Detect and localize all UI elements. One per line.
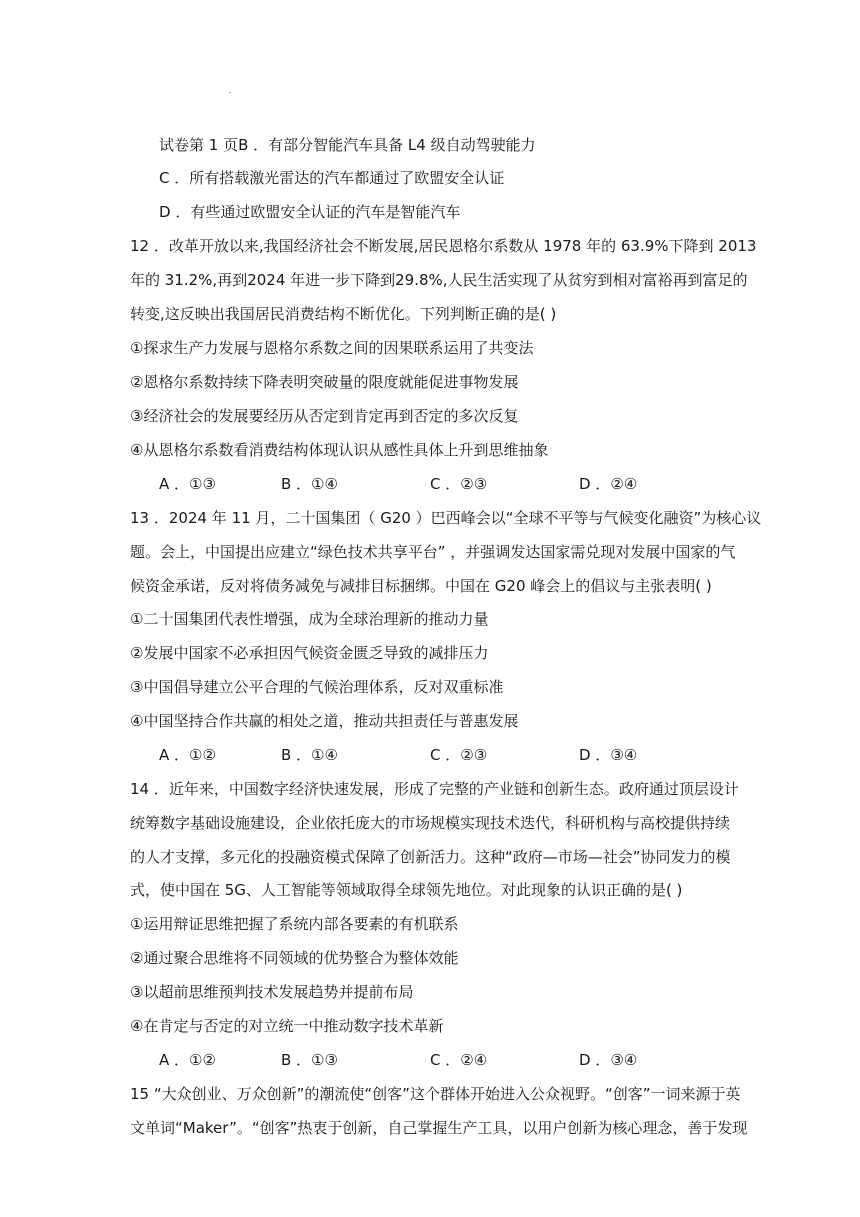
q14-statement: ③以超前思维预判技术发展趋势并提前布局 bbox=[130, 983, 414, 1001]
q12-stem-line: 12 ．改革开放以来,我国经济社会不断发展,居民恩格尔系数从 1978 年的 63.9%下降到 2013 bbox=[130, 237, 757, 255]
q12-option-c: C ．②③ bbox=[430, 475, 488, 493]
q14-option-a: A ．①② bbox=[159, 1051, 216, 1069]
q14-statement: ④在肯定与否定的对立统一中推动数字技术革新 bbox=[130, 1017, 444, 1035]
q14-stem-line: 的人才支撑，多元化的投融资模式保障了创新活力。这种“政府—市场—社会”协同发力的模 bbox=[130, 848, 731, 866]
q13-statement: ③中国倡导建立公平合理的气候治理体系，反对双重标准 bbox=[130, 678, 504, 696]
q12-statement: ②恩格尔系数持续下降表明突破量的限度就能促进事物发展 bbox=[130, 373, 519, 391]
q13-statement: ②发展中国家不必承担因气候资金匮乏导致的减排压力 bbox=[130, 644, 489, 662]
q12-option-b: B ．①④ bbox=[281, 475, 338, 493]
q13-statement: ①二十国集团代表性增强，成为全球治理新的推动力量 bbox=[130, 610, 489, 628]
q13-stem-line: 13 ．2024 年 11 月，二十国集团（ G20 ）巴西峰会以“全球不平等与气候变化融资”为核心议 bbox=[130, 509, 762, 527]
q14-option-c: C ．②④ bbox=[430, 1051, 488, 1069]
q13-option-b: B ．①④ bbox=[281, 746, 338, 764]
q11-option-c: C ．所有搭载激光雷达的汽车都通过了欧盟安全认证 bbox=[159, 169, 505, 187]
q14-statement: ②通过聚合思维将不同领域的优势整合为整体效能 bbox=[130, 949, 459, 967]
header-fragment: 试卷第 1 页B ．有部分智能汽车具备 L4 级自动驾驶能力 bbox=[159, 136, 536, 154]
q11-option-d: D ．有些通过欧盟安全认证的汽车是智能汽车 bbox=[159, 203, 461, 221]
q13-statement: ④中国坚持合作共赢的相处之道，推动共担责任与普惠发展 bbox=[130, 712, 519, 730]
q14-stem-line: 统筹数字基础设施建设，企业依托庞大的市场规模实现技术迭代，科研机构与高校提供持续 bbox=[130, 814, 731, 832]
q14-stem-line: 式，使中国在 5G、人工智能等领域取得全球领先地位。对此现象的认识正确的是( ) bbox=[130, 881, 683, 899]
stray-mark bbox=[229, 92, 231, 93]
q15-stem-line: 文单词“Maker”。“创客”热衷于创新，自己掌握生产工具，以用户创新为核心理念，善于发现 bbox=[130, 1119, 748, 1137]
q13-stem-line: 题。会上，中国提出应建立“绿色技术共享平台” ，并强调发达国家需兑现对发展中国家的气 bbox=[130, 543, 736, 561]
q15-stem-line: 15 “大众创业、万众创新”的潮流使“创客”这个群体开始进入公众视野。“创客”一词来源于英 bbox=[130, 1085, 741, 1103]
q14-statement: ①运用辩证思维把握了系统内部各要素的有机联系 bbox=[130, 915, 459, 933]
q14-stem-line: 14 ．近年来，中国数字经济快速发展，形成了完整的产业链和创新生态。政府通过顶层设计 bbox=[130, 780, 739, 798]
q13-option-c: C ．②③ bbox=[430, 746, 488, 764]
q14-option-d: D ．③④ bbox=[579, 1051, 638, 1069]
q12-option-d: D ．②④ bbox=[579, 475, 638, 493]
q13-option-d: D ．③④ bbox=[579, 746, 638, 764]
q14-option-b: B ．①③ bbox=[281, 1051, 338, 1069]
q12-stem-line: 年的 31.2%,再到2024 年进一步下降到29.8%,人民生活实现了从贫穷到相对富裕再到富足的 bbox=[130, 271, 748, 289]
q12-statement: ③经济社会的发展要经历从否定到肯定再到否定的多次反复 bbox=[130, 407, 519, 425]
q12-statement: ④从恩格尔系数看消费结构体现认识从感性具体上升到思维抽象 bbox=[130, 441, 549, 459]
q12-stem-line: 转变,这反映出我国居民消费结构不断优化。下列判断正确的是( ) bbox=[130, 305, 557, 323]
q13-option-a: A ．①② bbox=[159, 746, 216, 764]
q13-stem-line: 候资金承诺，反对将债务减免与减排目标捆绑。中国在 G20 峰会上的倡议与主张表明( ) bbox=[130, 577, 712, 595]
q12-statement: ①探求生产力发展与恩格尔系数之间的因果联系运用了共变法 bbox=[130, 339, 534, 357]
q12-option-a: A ．①③ bbox=[159, 475, 216, 493]
